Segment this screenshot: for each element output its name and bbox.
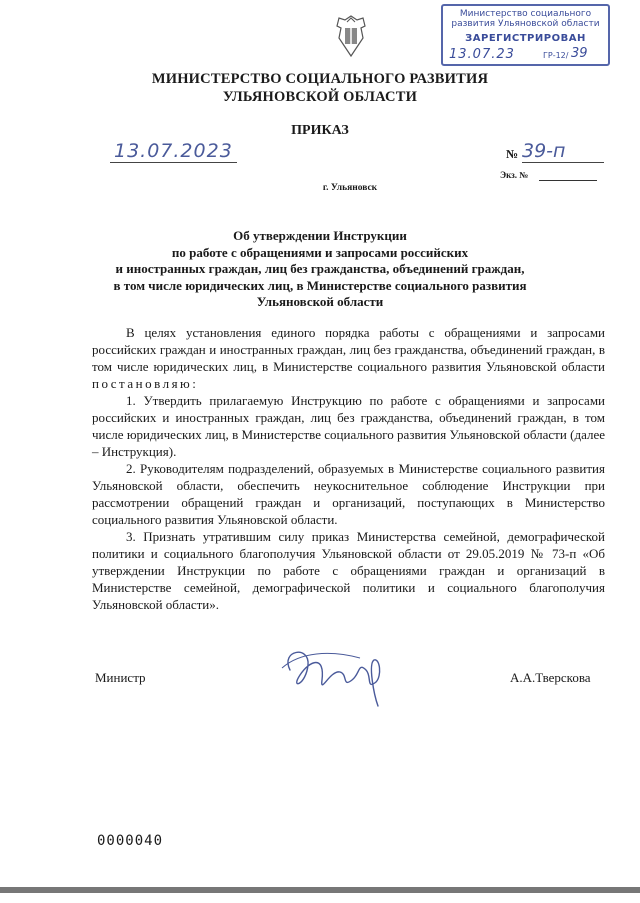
doc-type: ПРИКАЗ bbox=[291, 123, 349, 138]
signer-name: А.А.Тверскова bbox=[510, 670, 591, 685]
copy-number-line bbox=[539, 180, 597, 181]
stamp-date: 13.07.23 bbox=[449, 47, 515, 62]
number-sign: № bbox=[506, 147, 519, 161]
stamp-org-line1: Министерство социального bbox=[459, 9, 592, 19]
handwritten-signature bbox=[270, 640, 410, 710]
copy-label: Экз. № bbox=[500, 170, 529, 180]
title-line1: Об утверждении Инструкции bbox=[233, 228, 407, 243]
paragraph-3: 3. Признать утратившим силу приказ Министерства семейной, демографической политики и социального благополучия Ульяновской области от 29.05.2019 № 73-п «Об утверждении Инструкции по работе с обращениями граждан и организаций в Министерстве семейной, демографической политики и социального благополучия Ульяновской области». bbox=[92, 529, 605, 612]
handwritten-date: 13.07.2023 bbox=[110, 140, 237, 163]
intro-decree-word: постановляю: bbox=[92, 376, 199, 391]
document-code: 0000040 bbox=[97, 833, 164, 849]
title-line5: Ульяновской области bbox=[256, 294, 384, 309]
scan-edge bbox=[0, 887, 640, 893]
paragraph-1: 1. Утвердить прилагаемую Инструкцию по работе с обращениями и запросами российских и иностранных граждан, лиц без гражданства, объединений граждан, в том числе юридических лиц, в Министерстве социального развития Ульяновской области (далее – Инструкция). bbox=[92, 393, 605, 459]
intro-paragraph bbox=[92, 324, 605, 392]
stamp-org bbox=[443, 9, 608, 29]
registration-stamp bbox=[441, 4, 610, 66]
title-line2: по работе с обращениями и запросами российских bbox=[171, 244, 469, 260]
stamp-org-line2: развития Ульяновской области bbox=[451, 19, 600, 29]
signer-position: Министр bbox=[95, 670, 146, 685]
title-line4: в том числе юридических лиц, в Министерстве социального развития bbox=[113, 277, 527, 293]
title-line3: и иностранных граждан, лиц без гражданства, объединений граждан, bbox=[115, 261, 525, 276]
ministry-name bbox=[0, 70, 640, 106]
stamp-reg-prefix: ГР-12/ bbox=[543, 51, 569, 60]
coat-of-arms-icon bbox=[333, 14, 369, 58]
stamp-reg-number: 39 bbox=[571, 46, 588, 61]
stamp-status: ЗАРЕГИСТРИРОВАН bbox=[465, 33, 586, 44]
intro-text: В целях установления единого порядка работы с обращениями и запросами российских граждан и иностранных граждан, лиц без гражданства, объединений граждан, в том числе юридических лиц, в Министерстве социального развития Ульяновской области bbox=[92, 325, 605, 374]
city: г. Ульяновск bbox=[322, 183, 378, 193]
document-title bbox=[90, 228, 550, 311]
ministry-line1: МИНИСТЕРСТВО СОЦИАЛЬНОГО РАЗВИТИЯ bbox=[151, 71, 489, 87]
ministry-line2: УЛЬЯНОВСКОЙ ОБЛАСТИ bbox=[222, 89, 418, 105]
handwritten-number: 39-п bbox=[522, 140, 604, 163]
document-body bbox=[92, 324, 605, 613]
paragraph-2: 2. Руководителям подразделений, образуемых в Министерстве социального развития Ульяновской области, обеспечить неукоснительное соблюдение Инструкции при рассмотрении обращений граждан и организаций, поступающих в Министерство социального развития Ульяновской области. bbox=[92, 461, 605, 527]
